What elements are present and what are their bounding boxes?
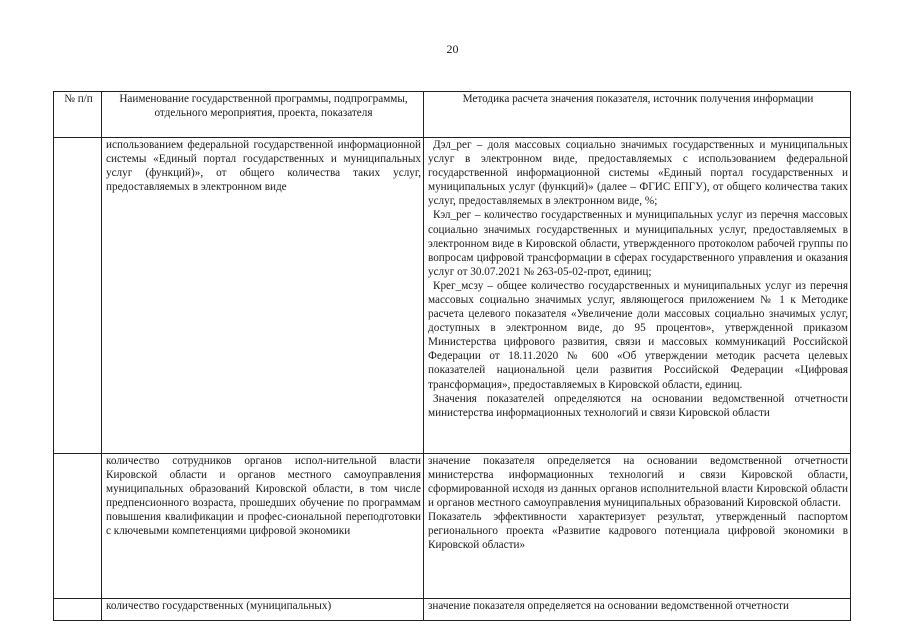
method-paragraph: Кэл_рег – количество государственных и муниципальных услуг из перечня массовых социально значимых государственных и муниципальных услуг, предоставляемых в электронном виде в Кировской области, утвержденного протоколом рабочей группы по вопросам цифровой трансформации в сферах государственного управления и оказания услуг от 30.07.2021 № 263-05-02-прот, единиц;	[428, 209, 848, 278]
method-cell	[424, 598, 851, 621]
indicators-table	[53, 91, 851, 621]
indicator-name-text: количество государственных (муниципальных)	[106, 599, 332, 612]
indicator-name-cell	[102, 598, 424, 621]
row-number-cell	[54, 453, 102, 598]
header-method: Методика расчета значения показателя, источник получения информации	[424, 92, 851, 138]
method-paragraph: Крег_мсзу – общее количество государственных и муниципальных услуг из перечня массовых социально значимых услуг, являющегося приложением № 1 к Методике расчета целевого показателя «Увеличение доли массовых социально значимых услуг, доступных в электронном виде, до 95 процентов», утвержденной приказом Министерства цифрового развития, связи и массовых коммуникаций Российской Федерации от 18.11.2020 № 600 «Об утверждении методик расчета целевых показателей национальной цели развития Российской Федерации «Цифровая трансформация», предоставляемых в Кировской области, единиц.	[428, 279, 848, 391]
table-header-row	[54, 92, 851, 138]
table-row	[54, 137, 851, 453]
indicator-name-cell	[102, 453, 424, 598]
table-row	[54, 453, 851, 598]
page-number: 20	[446, 42, 459, 56]
table-row	[54, 598, 851, 621]
method-cell	[424, 137, 851, 453]
method-paragraph: Дэл_рег – доля массовых социально значимых государственных и муниципальных услуг в электронном виде, предоставляемых с использованием федеральной государственной информационной системы «Единый портал государственных и муниципальных услуг (функций)» (далее – ФГИС ЕПГУ), от общего количества таких услуг, предоставляемых в электронном виде, %;	[428, 138, 848, 208]
row-number-cell	[54, 598, 102, 621]
header-number: № п/п	[54, 92, 102, 138]
method-cell	[424, 453, 851, 598]
indicator-name-text: количество сотрудников органов испол-нительной власти Кировской области и органов местного самоуправления муниципальных образований Кировской области, в том числе предпенсионного возраста, прошедших обучение по программам повышения квалификации и профес-сиональной переподготовки с ключевыми компетенциями цифровой экономики	[106, 454, 421, 537]
header-name: Наименование государственной программы, подпрограммы, отдельного мероприятия, проекта, показателя	[102, 92, 424, 138]
method-paragraph: значение показателя определяется на основании ведомственной отчетности	[428, 599, 789, 612]
method-paragraph: Значения показателей определяются на основании ведомственной отчетности министерства информационных технологий и связи Кировской области	[428, 392, 848, 419]
method-paragraph: Показатель эффективности характеризует результат, утвержденный паспортом регионального проекта «Развитие кадрового потенциала цифровой экономики в Кировской области»	[428, 510, 848, 552]
row-number-cell	[54, 137, 102, 453]
indicator-name-cell	[102, 137, 424, 453]
method-paragraph: значение показателя определяется на основании ведомственной отчетности министерства информационных технологий и связи Кировской области, сформированной исходя из данных органов исполнительной власти Кировской области и органов местного самоуправления муниципальных образований Кировской области.	[428, 454, 848, 509]
indicator-name-text: использованием федеральной государственной информационной системы «Единый портал государственных и муниципальных услуг (функций)», от общего количества таких услуг, предоставляемых в электронном виде	[106, 138, 421, 194]
